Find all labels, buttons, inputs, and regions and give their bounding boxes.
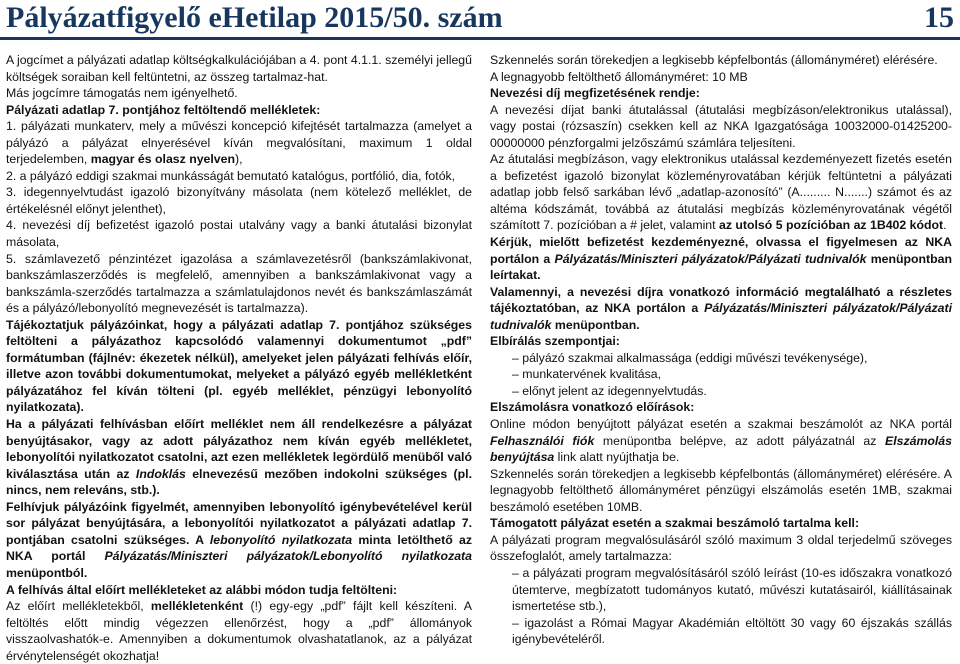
text-run: Az előírt mellékletekből, <box>6 599 151 614</box>
right-column <box>490 52 952 648</box>
text-run: menüpontból. <box>6 565 88 580</box>
paragraph <box>6 499 472 582</box>
paragraph <box>490 284 952 334</box>
text-run: Az átutalási megbízáson, vagy elektronikus utalással kezdeményezett fizetés esetén a befizetést igazoló bizonylat közleményrovatában kérjük feltüntetni a pályázati adatlap jobb felső sarkában lévő „adatlap-azonosító” (A......... N.......) számot és az altéma kódszámát, továbbá az átutalási megbízás közleményrovatának végétől számított 7. pozícióban a # jelet, valamint <box>490 152 952 233</box>
paragraph <box>6 416 472 499</box>
page-title: Pályázatfigyelő eHetilap 2015/50. szám <box>6 1 503 34</box>
paragraph <box>490 234 952 284</box>
paragraph: 4. nevezési díj befizetést igazoló postai utalvány vagy a banki átutalási bizonylat másolata, <box>6 218 472 250</box>
text-run: Valamennyi, a nevezési díjra vonatkozó információ megtalálható a részletes tájékoztatóban, az NKA portálon a <box>490 284 952 316</box>
text-run: Elszámolás benyújtása <box>490 433 952 465</box>
section-heading: Elszámolásra vonatkozó előírások: <box>490 400 695 415</box>
paragraph <box>490 416 952 466</box>
text-run: az utolsó 5 pozícióban az 1B402 kódot <box>718 218 944 233</box>
paragraph: A jogcímet a pályázati adatlap költségkalkulációjában a 4. pont 4.1.1. személyi jellegű költségek soraiban kell feltüntetni, az összeg tartalmaz-hat. <box>6 53 472 84</box>
paragraph: 3. idegennyelvtudást igazoló bizonyítvány másolata (nem kötelező melléklet, de értékelésnél előnyt jelenthet), <box>6 185 472 216</box>
list-item: – munkatervének kvalitása, <box>512 367 662 382</box>
paragraph: A nevezési díjat banki átutalással (átutalási megbízáson/elektronikus utalással), vagy postai (rózsaszín) csekken kell az NKA Igazgatósága 10032000-01425200-00000000 pénzforgalmi jelzőszámú számlára teljesíteni. <box>490 102 952 150</box>
paragraph: A pályázati program megvalósulásáról szóló maximum 3 oldal terjedelmű szöveges összefoglalót, amely tartalmazza: <box>490 532 952 564</box>
text-run: Ha a pályázati felhívásban előírt melléklet nem áll rendelkezésre a pályázat benyújtásakor, vagy az adott pályázathoz nem kíván egyéb mellékletet, lebonyolítói nyilatkozatot csatolni, azt ezen mellékletek legördülő menüből való kiválasztása után az <box>6 417 472 481</box>
text-run: Pályázatás/Miniszteri pályázatok/Pályázati tudnivalók <box>490 301 952 332</box>
paragraph: Szkennelés során törekedjen a legkisebb képfelbontás (állományméret) elérésére. <box>490 53 938 67</box>
text-run: menüpontban leírtakat. <box>490 251 952 283</box>
section-heading: Támogatott pályázat esetén a szakmai beszámoló tartalma kell: <box>490 516 860 531</box>
section-heading: Elbírálás szempontjai: <box>490 334 620 349</box>
paragraph: 2. a pályázó eddigi szakmai munkásságát bemutató katalógus, portfólió, dia, fotók, <box>6 168 456 183</box>
list-item: – előnyt jelent az idegennyelvtudás. <box>512 383 707 398</box>
left-column <box>6 52 472 664</box>
text-run: Indoklás <box>135 466 186 481</box>
text-run: Pályázatás/Miniszteri pályázatok/Lebonyolító nyilatkozata <box>104 549 472 564</box>
paragraph: 5. számlavezető pénzintézet igazolása a számlavezetésről (bankszámlakivonat, bankszámlaszerződés is megfelelő, amennyiben a bankszámlakivonat vagy a bankszámla-szerződés tartalmazza a számlatulajdonos nevét és bankszámlaszámát és a pályázó/lebonyolító megnevezését is tartalmazza). <box>6 251 472 316</box>
text-run: mellékletenként <box>150 599 244 614</box>
list-item: – a pályázati program megvalósításáról szóló leírást (10-es időszakra vonatkozó útemterve, megbízatott tudományos kutató, művészi kutatásairól, kiállításainak ismertetése stb.), <box>512 565 952 614</box>
section-heading: A felhívás által előírt mellékleteket az alábbi módon tudja feltölteni: <box>6 582 398 597</box>
text-run: Felhasználói fiók <box>490 433 595 448</box>
text-run: lebonyolító nyilatkozata <box>209 532 353 547</box>
text-run: . <box>943 218 947 233</box>
text-run: Online módon benyújtott pályázat esetén a szakmai beszámolót az NKA portál <box>490 417 952 432</box>
header-rule <box>0 37 960 40</box>
text-run: 1. pályázati munkaterv, mely a művészi koncepció kifejtését tartalmazza (amelyet a pályázó a pályázat elnyerésével kíván megvalósítani, maximum 1 oldal terjedelemben, <box>6 119 472 167</box>
page-number: 15 <box>924 1 954 34</box>
paragraph <box>490 151 952 234</box>
paragraph <box>6 118 472 168</box>
page-header <box>0 0 960 40</box>
text-run: menüpontban. <box>551 317 640 332</box>
text-run: (!) egy-egy „pdf” fájlt kell készíteni. A feltöltés előtt mindig végezzen ellenőrzést, hogy a „pdf” állományok visszaolvashatók-e. Amennyiben a dokumentumok olvashatatlanok, az a pályázat érvénytelenségét okozhatja! <box>6 599 472 663</box>
text-run: minta letölthető az NKA portál <box>6 532 472 564</box>
text-run: elnevezésű mezőben indokolni szükséges (pl. nincs, nem releváns, stb.). <box>6 466 472 498</box>
text-run: menüpontba belépve, az adott pályázatnál az <box>594 433 885 448</box>
text-run: ), <box>235 152 243 167</box>
text-run: Kérjük, mielőtt befizetést kezdeményezné, olvassa el figyelmesen az NKA portálon a <box>490 235 952 266</box>
paragraph: A legnagyobb feltölthető állományméret: 10 MB <box>490 69 748 84</box>
list-item: – igazolást a Római Magyar Akadémián eltöltött 30 vagy 60 éjszakás szállás igénybevételéről. <box>512 615 952 647</box>
paragraph: Szkennelés során törekedjen a legkisebb képfelbontás (állományméret) elérésére. A legnagyobb feltölthető állományméret pénzügyi elszámolás esetén 1MB, szakmai beszámoló esetében 10MB. <box>490 466 952 514</box>
paragraph: Más jogcímre támogatás nem igényelhető. <box>6 86 238 101</box>
section-heading: Pályázati adatlap 7. pontjához feltöltendő mellékletek: <box>6 102 321 117</box>
text-run: magyar és olasz nyelven <box>90 152 235 167</box>
paragraph: Tájékoztatjuk pályázóinkat, hogy a pályázati adatlap 7. pontjához szükséges feltölteni a pályázathoz kapcsolódó valamennyi dokumentumot „pdf” formátumban (fájlnév: ékezetek nélkül), amelyeket jelen pályázati felhívás előír, illetve azon további dokumentumokat, melyeket a pályázó egyéb mellékletként pályázatához fel kíván tölteni (pl. egyéb melléklet, pénzügyi lebonyolító nyilatkozata). <box>6 317 472 415</box>
list-item: – pályázó szakmai alkalmassága (eddigi művészi tevékenysége), <box>512 350 868 365</box>
text-run: Felhívjuk pályázóink figyelmét, amennyiben lebonyolító igénybevételével kerül sor pályázat benyújtására, a lebonyolítói nyilatkozatot a pályázati adatlap 7. pontjában csatolni szükséges. A <box>6 499 472 547</box>
text-run: link alatt nyújthatja be. <box>554 450 680 465</box>
paragraph <box>6 598 472 664</box>
section-heading: Nevezési díj megfizetésének rendje: <box>490 86 700 101</box>
text-run: Pályázatás/Miniszteri pályázatok/Pályázati tudnivalók <box>554 251 867 266</box>
